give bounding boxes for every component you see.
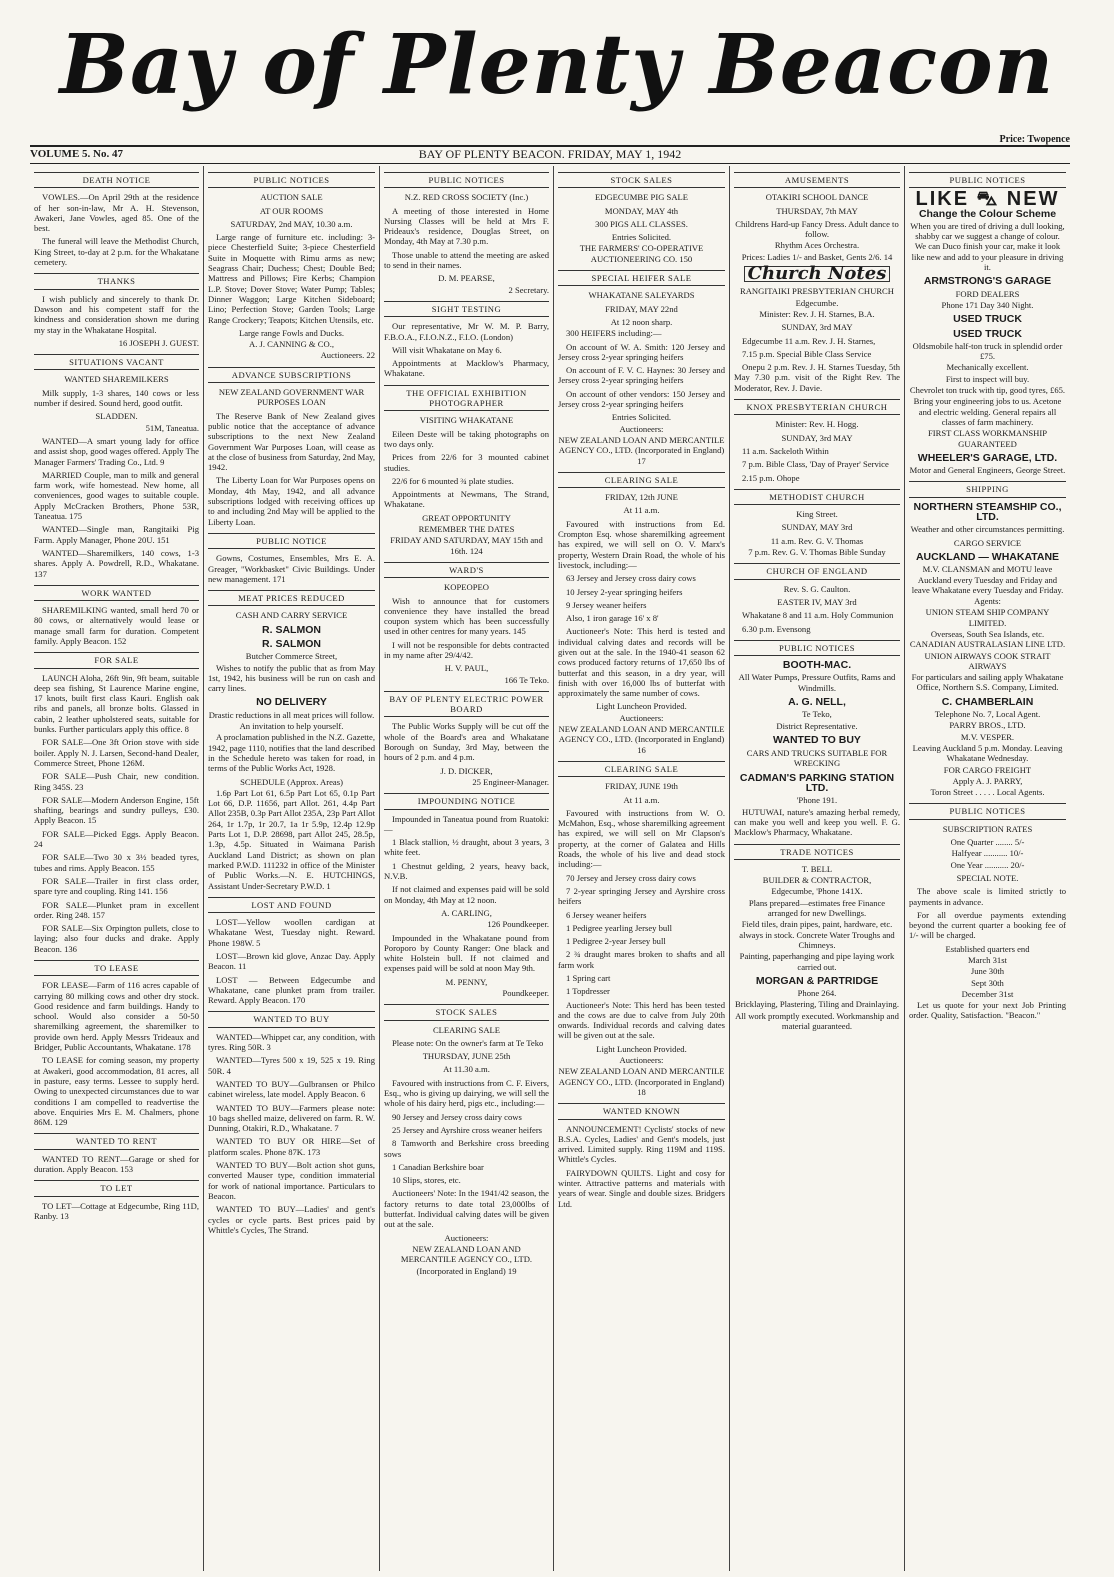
paragraph: 7 2-year springing Jersey and Ayrshire cross heifers	[558, 885, 725, 907]
centered-line: Sept 30th	[971, 977, 1004, 988]
display-heading: Change the Colour Scheme	[918, 207, 1057, 220]
centered-line: One Year ........... 20/-	[950, 859, 1025, 870]
display-heading: BOOTH-MAC.	[782, 659, 852, 672]
subheading: At 11.30 a.m.	[443, 1064, 490, 1075]
display-heading: A. G. NELL,	[788, 695, 846, 708]
centered-line: Phone 264.	[797, 988, 837, 999]
centered-line: December 31st	[961, 988, 1014, 999]
centered-line: 11 a.m. Rev. G. V. Thomas	[770, 535, 864, 546]
centered-line: King Street.	[796, 509, 838, 520]
paragraph: The above scale is limited strictly to payments in advance.	[909, 886, 1066, 907]
centered-line: Minister: Rev. J. H. Starnes, B.A.	[759, 308, 875, 319]
subheading: SUNDAY, MAY 3rd	[781, 522, 853, 533]
paragraph: TO LEASE for coming season, my property at Awakeri, good accommodation, 81 acres, all in pasture, easy terms. Lessee to supply herd. Owing to unexpected circumstances due to war conditions I am compelled to readvertise the above. Enquiries Mrs E. M. Chalmers, phone 86M. 129	[34, 1055, 199, 1128]
paragraph: I wish publicly and sincerely to thank Dr. Dawson and his competent staff for the kindness and consideration shown me during my stay in the Whakatane Hospital.	[34, 293, 199, 335]
paragraph: 70 Jersey and Jersey cross dairy cows	[566, 872, 696, 883]
centered-line: March 31st	[968, 955, 1007, 965]
paragraph: On account of W. A. Smith: 120 Jersey and Jersey cross 2-year springing heifers	[558, 341, 725, 362]
centered-line: Te Teko,	[802, 709, 832, 720]
columns	[30, 166, 1070, 1571]
paragraph: Favoured with instructions from Ed. Crompton Esq. whose sharemilking agreement has expired, we will sell on O. V. Marx's property, Western Drain Road, the whole of his livestock, including:—	[558, 518, 725, 570]
paragraph: 63 Jersey and Jersey cross dairy cows	[566, 573, 696, 584]
centered-line: NEW ZEALAND LOAN AND MERCANTILE AGENCY CO., LTD. (Incorporated in England) 16	[558, 724, 725, 755]
subheading: SUBSCRIPTION RATES	[942, 823, 1033, 834]
paragraph: Auctioneers' Note: In the 1941/42 season, the factory returns to date total 23,000lbs of butterfat. Individual calving dates will be given out at the sale.	[384, 1188, 549, 1230]
signature-line: 2 Secretary.	[508, 284, 549, 295]
section-heading: SPECIAL HEIFER SALE	[558, 270, 725, 286]
section-heading: MEAT PRICES REDUCED	[208, 590, 375, 606]
paragraph: FOR SALE—Modern Anderson Engine, 15ft shafting, bearings and sundry pulleys, £30. Apply Beacon. 15	[34, 794, 199, 826]
paragraph: 1 Pedigree yearling Jersey bull	[566, 922, 672, 933]
centered-line: Rev. S. G. Caulton.	[783, 583, 851, 594]
section-heading: STOCK SALES	[384, 1004, 549, 1020]
paragraph: WANTED—Sharemilkers, 140 cows, 1-3 shares. Apply A. Powdrell, R.D., Whakatane. 137	[34, 547, 199, 579]
subheading: At 11 a.m.	[623, 505, 660, 516]
paragraph: Favoured with instructions from C. F. Eivers, Esq., who is giving up dairying, we will sell the whole of his dairy herd, pigs etc., including:—	[384, 1077, 549, 1109]
centered-line: Apply A. J. PARRY,	[952, 775, 1023, 786]
column-4	[554, 166, 730, 1571]
subheading: NEW ZEALAND GOVERNMENT WAR PURPOSES LOAN	[218, 387, 365, 408]
section-heading: METHODIST CHURCH	[734, 489, 900, 505]
centered-line: Edgecumbe, 'Phone 141X.	[771, 886, 863, 897]
centered-line: Motor and General Engineers, George Street.	[909, 465, 1066, 476]
subheading: THURSDAY, JUNE 25th	[422, 1051, 511, 1062]
section-heading: TO LEASE	[34, 960, 199, 976]
centered-line: Overseas, South Sea Islands, etc. CANADIAN AUSTRALASIAN LINE LTD.	[909, 628, 1066, 650]
section-heading: WANTED TO RENT	[34, 1133, 199, 1149]
centered-line: Weather and other circumstances permitting.	[910, 524, 1065, 535]
section-heading: DEATH NOTICE	[34, 172, 199, 188]
paragraph: 7 p.m. Bible Class, 'Day of Prayer' Service	[742, 459, 889, 470]
paragraph: If not claimed and expenses paid will be sold on Monday, 4th May at 12 noon.	[384, 884, 549, 905]
paragraph: On account of F. V. C. Haynes: 30 Jersey and Jersey cross 2-year springing heifers	[558, 365, 725, 386]
paragraph: 90 Jersey and Jersey cross dairy cows	[392, 1111, 522, 1122]
section-heading: TRADE NOTICES	[734, 844, 900, 860]
centered-line: Field tiles, drain pipes, paint, hardware, etc. always in stock. Concrete Water Troughs and Chimneys.	[739, 919, 895, 950]
paragraph: 6 Jersey weaner heifers	[566, 909, 647, 920]
centered-line: (Incorporated in England) 19	[416, 1265, 517, 1276]
paragraph: LAUNCH Aloha, 26ft 9in, 9ft beam, suitable deep sea fishing, St Laurence Marine engine, 17 knots, built first class Kauri. English oak ribs and panels, all bronze bolts. Glassed in cabin, 2 leather upholstered seats, suitable for bunks. Further particulars apply this office. 8	[34, 672, 199, 735]
paragraph: WANTED TO BUY—Farmers please note: 10 bags shelled maize, delivered on farm. R. W. Dunning, Otakiri, R.D., Whakatane. 7	[208, 1102, 375, 1134]
paragraph: 300 HEIFERS including:—	[566, 328, 662, 339]
centered-line: A. CARLING,	[441, 907, 492, 918]
centered-line: Toron Street . . . . . Local Agents.	[930, 787, 1045, 798]
subheading: SATURDAY, 2nd MAY, 10.30 a.m.	[230, 218, 353, 229]
paragraph: I will not be responsible for debts contracted in my name after 29/4/42.	[384, 639, 549, 660]
centered-line: Drastic reductions in all meat prices will follow.	[208, 709, 375, 720]
section-heading: BAY OF PLENTY ELECTRIC POWER BOARD	[384, 691, 549, 718]
subheading: SPECIAL NOTE.	[956, 872, 1019, 883]
paragraph: 1 Black stallion, ½ draught, about 3 years, 3 white feet.	[384, 837, 549, 858]
centered-line: Minister: Rev. H. Hogg.	[775, 419, 859, 430]
centered-line: FORD DEALERS	[955, 288, 1020, 299]
paragraph: LOST—Brown kid glove, Anzac Day. Apply Beacon. 11	[208, 951, 375, 972]
paragraph: Onepu 2 p.m. Rev. J. H. Starnes Tuesday, 5th May 7.30 p.m. visit of the Right Rev. The Moderator, Rev. J. Davie.	[734, 362, 900, 393]
centered-line: District Representative.	[776, 720, 858, 731]
paragraph: Let us quote for your next Job Printing order. Quality, Satisfaction. "Beacon."	[909, 1000, 1066, 1021]
paragraph: Wish to announce that for customers convenience they have installed the bread coupon system which has been successfully used in other centres for many years. 145	[384, 595, 549, 637]
section-heading: PUBLIC NOTICES	[909, 172, 1066, 188]
display-heading: AUCKLAND — WHAKATANE	[915, 550, 1060, 563]
display-heading: ARMSTRONG'S GARAGE	[923, 275, 1052, 288]
centered-line: Oldsmobile half-ton truck in splendid order £75.	[912, 340, 1063, 362]
column-3	[380, 166, 554, 1571]
centered-line: FRIDAY AND SATURDAY, MAY 15th and 16th. 124	[390, 535, 543, 556]
subheading: CASH AND CARRY SERVICE	[235, 610, 348, 621]
centered-line: Childrens Hard-up Fancy Dress. Adult dance to follow.	[735, 218, 899, 240]
subheading: WANTED SHAREMILKERS	[64, 374, 169, 385]
ad-logo: LIKE ⛍ NEW	[915, 188, 1060, 211]
paragraph: HUTUWAI, nature's amazing herbal remedy, can make you well and keep you well. F. G. Macklow's Pharmacy, Whakatane.	[734, 806, 900, 838]
paragraph: LOST — Between Edgecumbe and Whakatane, cane plunket pram from trailer. Reward. Apply Beacon. 170	[208, 974, 375, 1006]
centered-line: THE FARMERS' CO-OPERATIVE AUCTIONEERING CO. 150	[579, 243, 704, 264]
paragraph: 10 Jersey 2-year springing heifers	[566, 586, 683, 597]
subheading: 300 PIGS ALL CLASSES.	[595, 218, 688, 229]
paragraph: Milk supply, 1-3 shares, 140 cows or less number if desired. Sound herd, good outfit.	[34, 387, 199, 409]
section-heading: FOR SALE	[34, 652, 199, 668]
paragraph: The Liberty Loan for War Purposes opens on Monday, 4th May, 1942, and all advance subscriptions lodged with receiving offices up to and including 2nd May will be applied to the Liberty Loan.	[208, 475, 375, 527]
centered-line: SCHEDULE (Approx. Areas)	[240, 776, 343, 787]
paragraph: 8 Tamworth and Berkshire cross breeding sows	[384, 1138, 549, 1159]
section-heading: TO LET	[34, 1180, 199, 1196]
signature-line: 126 Poundkeeper.	[487, 919, 549, 930]
display-heading: R. SALMON	[262, 637, 321, 650]
section-heading: SITUATIONS VACANT	[34, 354, 199, 370]
section-heading: AMUSEMENTS	[734, 172, 900, 188]
section-heading: PUBLIC NOTICES	[909, 803, 1066, 819]
signature-line: Auctioneers. 22	[320, 350, 375, 361]
paragraph: SHAREMILKING wanted, small herd 70 or 80 cows, or alternatively would lease or manage small farm for duration. Competent family. Apply Beacon. 152	[34, 605, 199, 646]
centered-line: T. BELL	[801, 863, 833, 874]
centered-line: Chevrolet ton truck with tip, good tyres, £65.	[909, 385, 1066, 396]
centered-line: Established quarters end	[945, 943, 1030, 954]
centered-line: June 30th	[970, 966, 1005, 977]
centered-line: PARRY BROS., LTD.	[949, 720, 1026, 731]
paragraph: 11 a.m. Sackeloth Within	[742, 445, 829, 456]
centered-line: D. M. PEARSE,	[438, 273, 495, 284]
paragraph: 6.30 p.m. Evensong	[742, 623, 811, 634]
subheading: CARS AND TRUCKS SUITABLE FOR WRECKING	[746, 748, 888, 769]
signature-line: 166 Te Teko.	[504, 674, 549, 685]
paragraph: 1.6p Part Lot 61, 6.5p Part Lot 65, 0.1p Part Lot 66, D.P. 11656, part Allot. 261, 4.4p Part Allot 235B, 0.3p Part Allot 235A, 23p Part Allot 264, 1r 1.7p, 1r 20.7, 1a 1r 5.9p, 12.4p 12.9p Parts Lot 1, D.P. 28698, part Allot 245, 28.5p, 1.3p, 4.5p. Situated in Waimana Parish Auckland Land District; as shown on plan marked P.W.D. 111232 in office of the Minister of Public Works.—N. E. HUTCHINGS, Assistant Under-Secretary P.W.D. 1	[208, 787, 375, 891]
centered-line: Rhythm Aces Orchestra.	[774, 240, 860, 251]
signature-line: 25 Engineer-Manager.	[472, 776, 549, 787]
display-heading: NORTHERN STEAMSHIP CO., LTD.	[913, 500, 1062, 524]
centered-line: Prices: Ladies 1/- and Basket, Gents 2/6. 14	[741, 251, 893, 262]
centered-line: M.V. CLANSMAN and MOTU leave Auckland every Tuesday and Friday and leave Whakatane every Tuesday and Friday.	[911, 564, 1064, 595]
paragraph: The funeral will leave the Methodist Church, King Street, to-day at 2 p.m. for the Whakatane cemetery.	[34, 236, 199, 268]
dateline	[30, 145, 1070, 164]
paragraph: Those unable to attend the meeting are asked to send in their names.	[384, 249, 549, 271]
section-heading: PUBLIC NOTICES	[208, 172, 375, 188]
paragraph: LOST—Yellow woollen cardigan at Whakatane West, Tuesday night. Reward. Phone 198W. 5	[208, 917, 375, 948]
centered-line: Auctioneers:	[619, 712, 664, 723]
signature-line: 16 JOSEPH J. GUEST.	[118, 337, 199, 348]
paragraph: Appointments at Newmans, The Strand, Whakatane.	[384, 489, 549, 510]
centered-line: RANGITAIKI PRESBYTERIAN CHURCH	[739, 286, 894, 297]
centered-line: First to inspect will buy.	[945, 373, 1030, 384]
display-heading: USED TRUCK	[953, 327, 1022, 340]
centered-line: Auctioneers:	[444, 1232, 489, 1243]
section-heading: THANKS	[34, 273, 199, 289]
section-heading: WARD'S	[384, 562, 549, 578]
display-heading: WANTED TO BUY	[773, 733, 861, 746]
paragraph: Edgecumbe 11 a.m. Rev. J. H. Starnes,	[742, 335, 876, 346]
centered-line: FOR CARGO FREIGHT	[943, 764, 1032, 775]
centered-line: When you are tired of driving a dull looking, shabby car we suggest a change of colour. We can Duco finish your car, make it look like new and add to your pleasure in driving it.	[910, 220, 1065, 273]
paragraph: MARRIED Couple, man to milk and general farm work, wife homestead. New home, all conveniences, good wages to suitable couple. Apply McCracken Brothers, Phone 53R, Taneatua. 175	[34, 469, 199, 522]
subheading: FRIDAY, JUNE 19th	[605, 781, 678, 792]
subheading: KOPEOPEO	[444, 582, 489, 593]
subheading: EDGECUMBE PIG SALE	[594, 192, 689, 203]
paragraph: Large range of furniture etc. including: 3-piece Chesterfield Suite; 3-piece Chesterfield Suite in Moquette with Rimu arms as new; Seagrass Chair; Duchess; Chest; Double Bed; Mattress and Pillows; Fire Kerbs; Champion L.P. Stove; Dover Stove; Water Pump; Tables; Dinner Waggon; Large Kitchen Sideboard; Lino; Perfection Stove; Garden Tools; Large Range Crockery; Teapots; Kitchen Utensils, etc.	[208, 232, 375, 325]
paragraph: WANTED—Whippet car, any condition, with tyres. Ring 50R. 3	[208, 1031, 375, 1053]
paragraph: FAIRYDOWN QUILTS. Light and cosy for winter. Attractive patterns and materials with years of wear. Single and double sizes. Bridgers Ltd.	[558, 1167, 725, 1209]
section-heading: THE OFFICIAL EXHIBITION PHOTOGRAPHER	[384, 385, 549, 412]
subheading: SUNDAY, 3rd MAY	[781, 322, 853, 333]
centered-line: 'Phone 191.	[796, 795, 838, 806]
centered-line: Bring your engineering jobs to us. Acetone and electric welding. General repairs all classes of farm machinery.	[913, 396, 1062, 427]
centered-line: All work promptly executed. Workmanship and material guaranteed.	[735, 1010, 899, 1031]
paragraph: WANTED—Tyres 500 x 19, 525 x 19. Ring 50R. 4	[208, 1055, 375, 1076]
section-heading: WORK WANTED	[34, 585, 199, 601]
paragraph: 2.15 p.m. Ohope	[742, 472, 800, 483]
section-heading: WANTED KNOWN	[558, 1103, 725, 1119]
paragraph: 1 Pedigree 2-year Jersey bull	[566, 936, 666, 947]
subheading: At 11 a.m.	[623, 794, 660, 805]
centered-line: BUILDER & CONTRACTOR,	[762, 875, 872, 886]
centered-line: J. D. DICKER,	[440, 765, 493, 776]
centered-line: Light Luncheon Provided.	[596, 701, 687, 712]
paragraph: FOR SALE—One 3ft Orion stove with side boiler. Apply N. J. Larsen, Second-hand Dealer, Commerce Street, Phone 126M.	[34, 737, 199, 768]
volume-number: VOLUME 5. No. 47	[30, 148, 123, 160]
display-heading: USED TRUCK	[953, 313, 1022, 326]
subheading: AT OUR ROOMS	[259, 205, 324, 216]
paragraph: A meeting of those interested in Home Nursing Classes will be held at Mrs F. Prideaux's residence, Douglas Street, on Monday, 4th May at 7.30 p.m.	[384, 205, 549, 247]
centered-line: At 12 noon sharp.	[610, 316, 673, 327]
section-heading: LOST AND FOUND	[208, 897, 375, 913]
section-heading: STOCK SALES	[558, 172, 725, 188]
paragraph: Whakatane 8 and 11 a.m. Holy Communion	[742, 610, 894, 621]
centered-line: UNION AIRWAYS COOK STRAIT AIRWAYS	[924, 650, 1051, 671]
paragraph: Our representative, Mr W. M. P. Barry, F.B.O.A., F.I.O.N.Z., F.I.O. (London)	[384, 321, 549, 342]
paragraph: Appointments at Macklow's Pharmacy, Whakatane.	[384, 358, 549, 379]
subheading: THURSDAY, 7th MAY	[776, 205, 858, 216]
paragraph: 25 Jersey and Ayrshire cross weaner heifers	[392, 1124, 543, 1135]
paragraph: Eileen Deste will be taking photographs on two days only.	[384, 428, 549, 449]
paragraph: 9 Jersey weaner heifers	[566, 599, 647, 610]
centered-line: H. V. PAUL,	[444, 663, 489, 674]
signature-line: Poundkeeper.	[502, 988, 549, 998]
subheading: SUNDAY, 3rd MAY	[781, 432, 853, 443]
subheading: CARGO SERVICE	[953, 537, 1022, 548]
paragraph: Also, 1 iron garage 16' x 8'	[566, 613, 659, 624]
paragraph: FOR SALE—Picked Eggs. Apply Beacon. 24	[34, 828, 199, 850]
paragraph: FOR SALE—Push Chair, new condition. Ring 345S. 23	[34, 771, 199, 792]
paragraph: VOWLES.—On April 29th at the residence of her son-in-law, Mr A. H. Stevenson, Awakeri, Jane Vowles, aged 85. One of the best.	[34, 192, 199, 234]
section-heading: WANTED TO BUY	[208, 1011, 375, 1027]
section-heading: ADVANCE SUBSCRIPTIONS	[208, 367, 375, 383]
paragraph: Favoured with instructions from W. O. McMahon, Esq., whose sharemilking agreement has expired, we will sell on Mr Clapson's property, at the corner of Galatea and Hills Roads, the whole of his live and dead stock including:—	[558, 807, 725, 870]
centered-line: An invitation to help yourself.	[239, 721, 344, 732]
section-heading: PUBLIC NOTICE	[208, 533, 375, 549]
paragraph: Impounded in the Whakatane pound from Poroporo by County Ranger: One black and white Holstein bull. If not claimed and expenses paid will be sold at noon May 9th.	[384, 932, 549, 974]
paragraph: WANTED TO BUY—Ladies' and gent's cycles or cycle parts. Best prices paid by Whittle's Cycles, The Strand.	[208, 1204, 375, 1235]
subheading: MONDAY, MAY 4th	[604, 205, 679, 216]
paragraph: 1 Canadian Berkshire boar	[392, 1161, 484, 1172]
display-heading: CADMAN'S PARKING STATION LTD.	[739, 771, 895, 795]
column-1	[30, 166, 204, 1571]
paragraph: Gowns, Costumes, Ensembles, Mrs E. A. Greager, "Workbasket" Civic Buildings. Under new management. 171	[208, 553, 375, 584]
section-heading: KNOX PRESBYTERIAN CHURCH	[734, 399, 900, 415]
section-heading: SHIPPING	[909, 481, 1066, 497]
subheading: FRIDAY, MAY 22nd	[605, 303, 678, 314]
paragraph: A proclamation published in the N.Z. Gazette, 1942, page 1110, notifies that the land described in the Schedule hereto was taken for road, in terms of the Public Works Act, 1928.	[208, 732, 375, 774]
centered-line: Entries Solicited.	[611, 232, 672, 243]
section-heading: IMPOUNDING NOTICE	[384, 793, 549, 809]
centered-line: NEW ZEALAND LOAN AND MERCANTILE AGENCY CO., LTD. (Incorporated in England) 17	[558, 434, 725, 466]
display-heading: NO DELIVERY	[256, 696, 327, 709]
subheading: AUCTION SALE	[260, 192, 323, 203]
subheading: FRIDAY, 12th JUNE	[605, 492, 678, 503]
paragraph: Auctioneer's Note: This herd is tested and individual calving dates and records will be given out at the sale. In the 1940-41 season 62 cows produced factory returns of 17,650 lbs of butterfat and this season, in a dry year, will finish with over 16,000 lbs of butterfat with approximately the same number of cows.	[558, 626, 725, 699]
paragraph: FOR SALE—Plunket pram in excellent order. Ring 248. 157	[34, 899, 199, 920]
paragraph: WANTED TO BUY OR HIRE—Set of platform scales. Phone 87K. 173	[208, 1136, 375, 1157]
centered-line: Painting, paperhanging and pipe laying work carried out.	[739, 951, 895, 972]
paragraph: Prices from 22/6 for 3 mounted cabinet studies.	[384, 452, 549, 473]
centered-line: Telephone No. 7, Local Agent.	[934, 709, 1041, 720]
paragraph: FOR SALE—Six Orpington pullets, close to laying; also four ducks and drake. Apply Beacon. 136	[34, 923, 199, 954]
centered-line: Edgecumbe.	[795, 297, 839, 308]
centered-line: Plans prepared—estimates free Finance arranged for new Dwellings.	[748, 897, 886, 919]
centered-line: UNION STEAM SHIP COMPANY LIMITED.	[925, 607, 1050, 628]
paragraph: WANTED—A smart young lady for office and assist shop, good wages offered. Apply The Manager Farmers' Trading Co., Ltd. 9	[34, 435, 199, 467]
display-heading: WHEELER'S GARAGE, LTD.	[917, 451, 1058, 464]
centered-line: M.V. VESPER.	[960, 731, 1015, 742]
display-heading: C. CHAMBERLAIN	[941, 695, 1034, 708]
paragraph: 10 Slips, stores, etc.	[392, 1175, 461, 1186]
centered-line: Large range Fowls and Ducks.	[238, 327, 345, 338]
paragraph: Impounded in Taneatua pound from Ruatoki:—	[384, 813, 549, 834]
paragraph: 1 Chestnut gelding, 2 years, heavy back, N.V.B.	[384, 860, 549, 882]
masthead-title: Bay of Plenty Beacon	[59, 17, 1055, 113]
column-5	[730, 166, 905, 1571]
paragraph: Auctioneer's Note: This herd has been tested and the cows are due to calve from July 20th onwards. Individual records and calving dates will be given out at the sale.	[558, 999, 725, 1041]
centered-line: GREAT OPPORTUNITY	[422, 512, 511, 523]
subheading: OTAKIRI SCHOOL DANCE	[765, 192, 869, 203]
centered-line: Light Luncheon Provided.	[596, 1043, 687, 1054]
paragraph: WANTED TO BUY—Gulbransen or Philco cabinet wireless, late model. Apply Beacon. 6	[208, 1078, 375, 1100]
paragraph: 1 Spring cart	[566, 973, 611, 983]
paragraph: On account of other vendors: 150 Jersey and Jersey cross 2-year springing heifers	[558, 388, 725, 410]
paragraph: 1 Topdresser	[566, 986, 610, 997]
paragraph: For all overdue payments extending beyond the current quarter a booking fee of 1/- will be charged.	[909, 909, 1066, 941]
issue-date: BAY OF PLENTY BEACON. FRIDAY, MAY 1, 1942	[418, 147, 682, 161]
centered-line: Bricklaying, Plastering, Tiling and Drainlaying.	[735, 999, 899, 1010]
section-heading: CHURCH OF ENGLAND	[734, 563, 900, 579]
centered-line: Mechanically excellent.	[946, 362, 1029, 373]
centered-line: All Water Pumps, Pressure Outfits, Rams and Windmills.	[738, 672, 896, 693]
centered-line: Leaving Auckland 5 p.m. Monday. Leaving Whakatane Wednesday.	[912, 742, 1063, 764]
centered-line: Entries Solicited.	[611, 412, 672, 423]
subheading: N.Z. RED CROSS SOCIETY (Inc.)	[404, 192, 529, 203]
centered-line: One Quarter ........ 5/-	[950, 837, 1025, 848]
centered-line: Auctioneers:	[619, 423, 664, 434]
centered-line: NEW ZEALAND LOAN AND MERCANTILE AGENCY CO., LTD. (Incorporated in England) 18	[558, 1066, 725, 1097]
subheading: EASTER IV, MAY 3rd	[777, 596, 857, 607]
centered-line: Auctioneers:	[619, 1055, 664, 1066]
paragraph: Please note: On the owner's farm at Te Teko	[392, 1037, 544, 1048]
signature-line: 51M, Taneatua.	[145, 422, 199, 433]
section-heading: PUBLIC NOTICES	[734, 640, 900, 656]
centered-line: M. PENNY,	[445, 976, 488, 987]
centered-line: Agents:	[974, 596, 1001, 607]
paragraph: 22/6 for 6 mounted ¾ plate studies.	[392, 475, 514, 486]
display-heading: R. SALMON	[262, 623, 321, 636]
masthead	[0, 0, 1114, 135]
paragraph: FOR SALE—Trailer in first class order, spare tyre and coupling. Ring 141. 156	[34, 875, 199, 897]
paragraph: The Public Works Supply will be cut off the whole of the Board's area and Whakatane Borough on Sunday, 3rd May, between the hours of 2 p.m. and 4 p.m.	[384, 721, 549, 763]
paragraph: FOR SALE—Two 30 x 3½ beaded tyres, tubes and rims. Apply Beacon. 155	[34, 852, 199, 873]
display-heading: MORGAN & PARTRIDGE	[755, 974, 879, 987]
subheading: CLEARING SALE	[432, 1024, 501, 1035]
centered-line: FIRST CLASS WORKMANSHIP GUARANTEED	[927, 428, 1048, 449]
centered-line: NEW ZEALAND LOAN AND MERCANTILE AGENCY CO., LTD.	[400, 1243, 533, 1265]
column-6	[905, 166, 1070, 1571]
paragraph: ANNOUNCEMENT! Cyclists' stocks of new B.S.A. Cycles, Ladies' and Gent's models, just arrived. Limited supply. Ring 119M and 119S. Whittle's Cycles.	[558, 1123, 725, 1165]
paragraph: 2 ¾ draught mares broken to shafts and all farm work	[558, 949, 725, 970]
subheading: WHAKATANE SALEYARDS	[588, 290, 695, 301]
paragraph: 7.15 p.m. Special Bible Class Service	[742, 348, 872, 359]
centered-line: SLADDEN.	[95, 411, 138, 422]
paragraph: WANTED—Single man, Rangitaiki Pig Farm. Apply Manager, Phone 20U. 151	[34, 524, 199, 545]
paragraph: FOR LEASE—Farm of 116 acres capable of carrying 80 milking cows and other dry stock. Good residence and farm buildings. Handy to school. Would also consider a 50-50 sharemilking agreement, the sharemilker to provide own herd. Apply Messrs Trideaux and Bridger, Public Accountants, Whakatane. 178	[34, 980, 199, 1053]
price-label: Price: Twopence	[999, 134, 1070, 145]
section-heading: SIGHT TESTING	[384, 301, 549, 317]
centered-line: Butcher Commerce Street,	[245, 651, 338, 662]
centered-line: REMEMBER THE DATES	[418, 524, 515, 535]
paragraph: Will visit Whakatane on May 6.	[392, 344, 502, 355]
church-notes-banner: Church Notes	[744, 266, 890, 282]
centered-line: Halfyear ........... 10/-	[951, 848, 1024, 859]
section-heading: CLEARING SALE	[558, 761, 725, 777]
paragraph: WANTED TO RENT—Garage or shed for duration. Apply Beacon. 153	[34, 1153, 199, 1175]
paragraph: WANTED TO BUY—Bolt action shot guns, converted Mauser type, condition immaterial for work of national importance. Particulars to Beacon.	[208, 1160, 375, 1201]
column-2	[204, 166, 380, 1571]
section-heading: PUBLIC NOTICES	[384, 172, 549, 188]
centered-line: Phone 171 Day 340 Night.	[941, 299, 1034, 310]
section-heading: CLEARING SALE	[558, 472, 725, 488]
paragraph: TO LET—Cottage at Edgecumbe, Ring 11D, Ranby. 13	[34, 1200, 199, 1221]
centered-line: For particulars and sailing apply Whakatane Office, Northern S.S. Company, Limited.	[911, 672, 1064, 693]
centered-line: 7 p.m. Rev. G. V. Thomas Bible Sunday	[748, 547, 886, 558]
paragraph: The Reserve Bank of New Zealand gives public notice that the acceptance of advance subscriptions to the next New Zealand Government War Purposes Loan, will cease as at the close of business from Saturday, 2nd May, 1942.	[208, 410, 375, 473]
subheading: VISITING WHAKATANE	[419, 415, 514, 426]
centered-line: A. J. CANNING & CO.,	[249, 339, 334, 350]
paragraph: Wishes to notify the public that as from May 1st, 1942, his business will be run on cash and carry lines.	[208, 662, 375, 694]
